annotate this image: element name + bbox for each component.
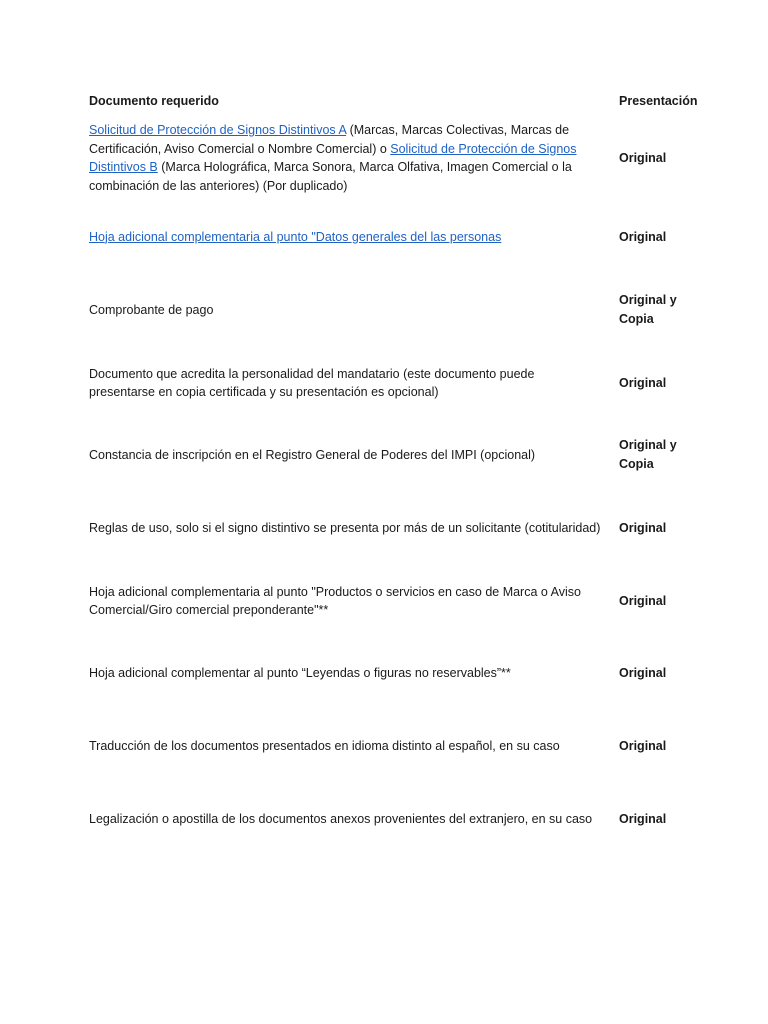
presentation-cell: Original	[619, 229, 667, 244]
required-document-cell: Hoja adicional complementar al punto “Leyendas o figuras no reservables”**	[89, 665, 511, 680]
presentation-cell: Original	[619, 665, 667, 680]
presentation-cell: Original	[619, 811, 667, 826]
required-document-cell	[89, 228, 601, 247]
presentation-cell: Original	[619, 738, 667, 753]
table-row	[89, 735, 709, 757]
presentation-cell: Original	[619, 150, 667, 165]
presentation-cell: Original	[619, 593, 667, 608]
solicitud-signos-b-link[interactable]: Solicitud de Protección de Signos Distintivos B	[89, 141, 577, 174]
solicitud-signos-a-link[interactable]: Solicitud de Protección de Signos Distintivos A	[89, 123, 347, 137]
header-presentacion: Presentación	[619, 94, 698, 108]
required-document-cell	[89, 121, 601, 195]
required-document-cell: Legalización o apostilla de los documentos anexos provenientes del extranjero, en su caso	[89, 811, 593, 826]
required-document-cell: Reglas de uso, solo si el signo distintivo se presenta por más de un solicitante (cotitularidad)	[89, 520, 601, 535]
table-row	[89, 508, 709, 548]
cell-text: (Marca Holográfica, Marca Sonora, Marca Olfativa, Imagen Comercial o la combinación de las anteriores) (Por duplicado)	[89, 160, 572, 193]
presentation-cell: Original y Copia	[619, 293, 677, 326]
presentation-cell: Original y Copia	[619, 438, 677, 471]
table-row	[89, 290, 709, 330]
required-document-cell: Documento que acredita la personalidad del mandatario (este documento puede presentarse en copia certificada y su presentación es opcional)	[89, 366, 535, 399]
required-document-cell: Hoja adicional complementaria al punto "Productos o servicios en caso de Marca o Aviso Comercial/Giro comercial preponderante"**	[89, 584, 581, 617]
table-row	[89, 226, 709, 248]
presentation-cell: Original	[619, 375, 667, 390]
required-document-cell: Constancia de inscripción en el Registro General de Poderes del IMPI (opcional)	[89, 447, 536, 462]
table-row	[89, 363, 709, 403]
hoja-datos-generales-link[interactable]: Hoja adicional complementaria al punto "Datos generales del las personas	[89, 229, 502, 244]
table-row	[89, 581, 709, 621]
table-row	[89, 121, 709, 195]
table-row	[89, 662, 709, 684]
presentation-cell: Original	[619, 520, 667, 535]
required-document-cell: Traducción de los documentos presentados en idioma distinto al español, en su caso	[89, 738, 560, 753]
table-row	[89, 808, 709, 830]
cell-text: (Marcas, Marcas Colectivas, Marcas de Certificación, Aviso Comercial o Nombre Comercial) o	[89, 123, 570, 156]
table-row	[89, 435, 709, 475]
required-document-cell: Comprobante de pago	[89, 302, 214, 317]
header-documento-requerido: Documento requerido	[89, 94, 219, 108]
